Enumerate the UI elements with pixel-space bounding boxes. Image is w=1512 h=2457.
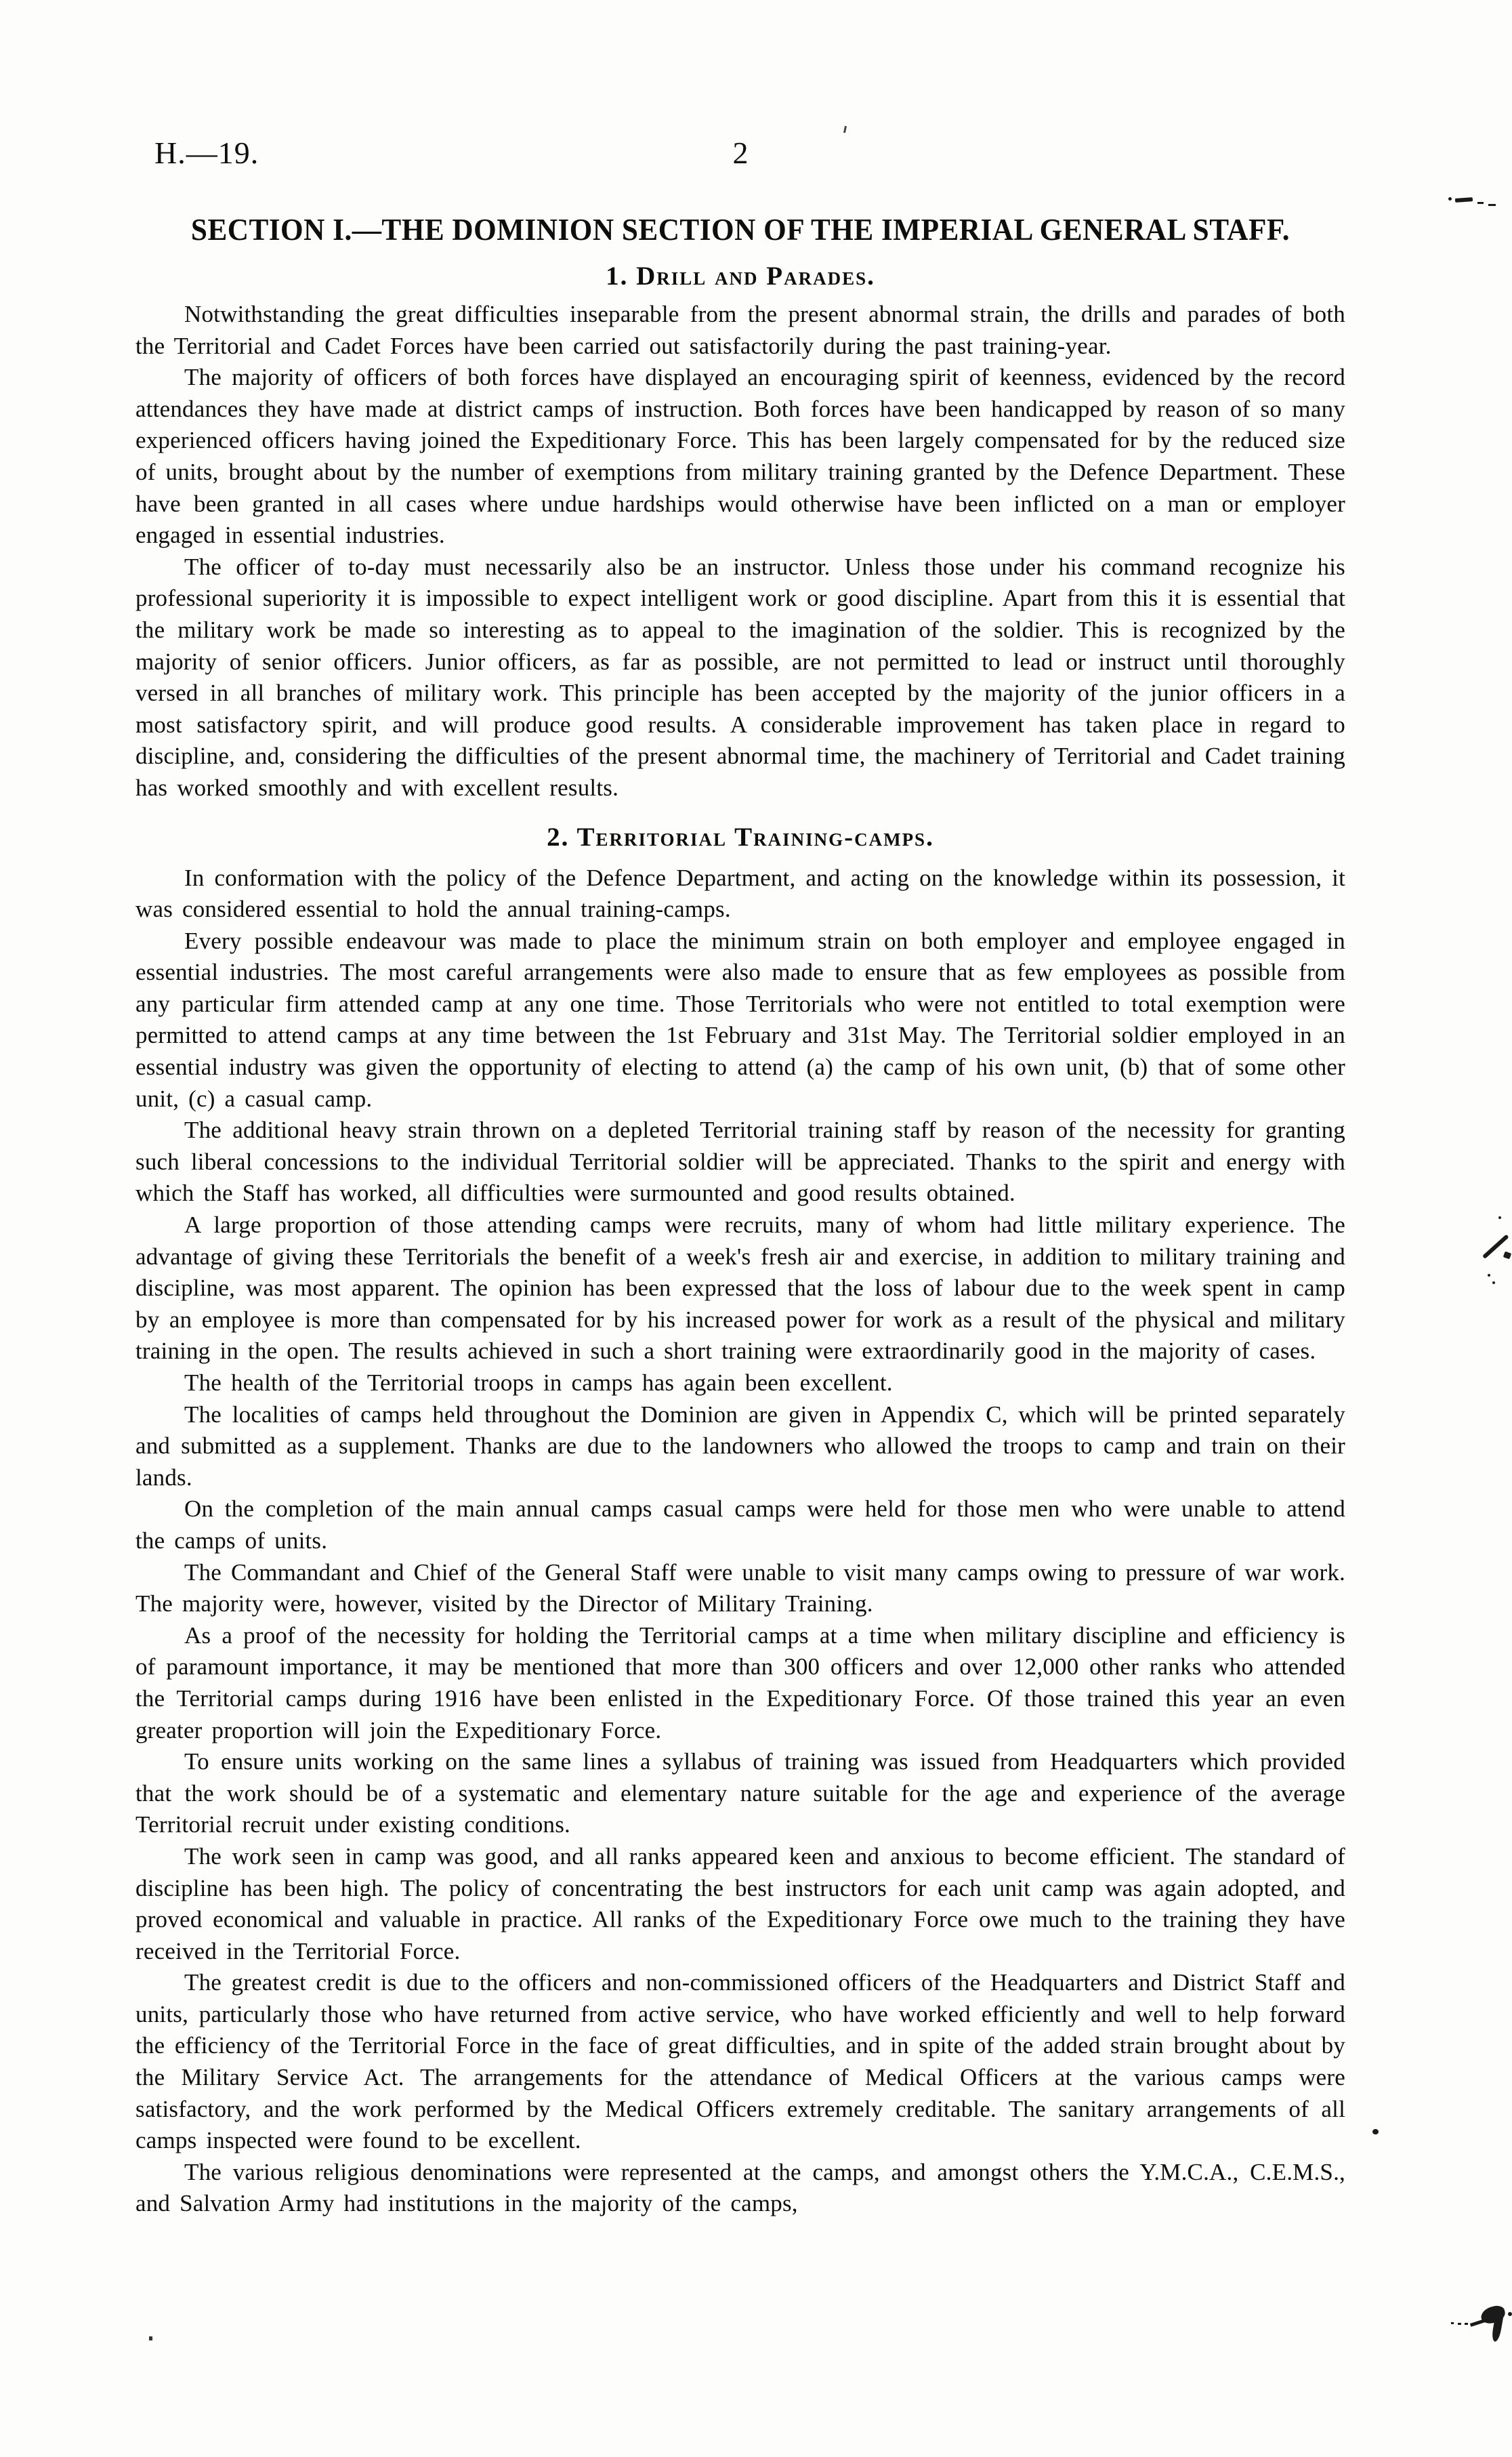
ink-smudge-bottom-right-mark — [1465, 2323, 1468, 2325]
ink-smudge-bottom-right-mark — [1508, 2312, 1512, 2316]
paragraph: The localities of camps held throughout the Dominion are given in Appendix C, which will be printed separately and submitted as a supplement. Thanks are due to the landowners who allowed the troops to camp and train on their lands. — [135, 1401, 1345, 1491]
section-heading-territorial-training-camps: 2. Territorial Training-camps. — [547, 822, 934, 852]
pen-dash-top-right-mark — [1448, 197, 1452, 201]
paragraph: In conformation with the policy of the Defence Department, and acting on the knowledge within its possession, it was considered essential to hold the annual training-camps. — [135, 864, 1345, 923]
page-number: 2 — [732, 136, 749, 170]
page-title: SECTION I.—THE DOMINION SECTION OF THE IMPERIAL GENERAL STAFF. — [190, 212, 1290, 247]
paragraph: Every possible endeavour was made to place the minimum strain on both employer and employee engaged in essential industries. The most careful arrangements were also made to ensure that as few employees as possible from any particular firm attended camp at any one time. Those Territorials who were not entitled to total exemption were permitted to attend camps at any time between the 1st February and 31st May. The Territorial soldier employed in an essential industry was given the opportunity of electing to attend (a) the camp of his own unit, (b) that of some other unit, (c) a casual camp. — [135, 927, 1345, 1112]
report-code: H.—19. — [154, 136, 259, 170]
ink-smudge-bottom-right-mark — [1451, 2322, 1454, 2324]
pen-dash-top-right-mark — [1488, 204, 1496, 206]
paragraph: The additional heavy strain thrown on a depleted Territorial training staff by reason of the necessity for granting such liberal concessions to the individual Territorial soldier will be appreciated. Thanks to the spirit and energy with which the Staff has worked, all difficulties were surmounted and good results obtained. — [135, 1117, 1345, 1207]
section-drill-and-parades — [135, 299, 1345, 804]
pen-dash-top-right-mark — [1477, 202, 1484, 204]
text-block — [135, 132, 1345, 2220]
paragraph: The greatest credit is due to the officers and non-commissioned officers of the Headquarters and District Staff and units, particularly those who have returned from active service, who have worked efficiently and well to help forward the efficiency of the Territorial Force in the face of great difficulties, and in spite of the added strain brought about by the Military Service Act. The arrangements for the attendance of Medical Officers at the various camps were satisfactory, and the work performed by the Medical Officers extremely creditable. The sanitary arrangements of all camps inspected were found to be excellent. — [135, 1969, 1345, 2154]
ink-dot-right-margin-mark — [1372, 2129, 1379, 2134]
paragraph: A large proportion of those attending camps were recruits, many of whom had little military experience. The advantage of giving these Territorials the benefit of a week's fresh air and exercise, in addition to military training and discipline, was most apparent. The opinion has been expressed that the loss of labour due to the week spent in camp by an employee is more than compensated for by his increased power for work as a result of the physical and military training in the open. The results achieved in such a short training were extraordinarily good in the majority of cases. — [135, 1212, 1345, 1365]
ink-smudge-bottom-right-mark — [1458, 2323, 1461, 2325]
paragraph: The majority of officers of both forces have displayed an encouraging spirit of keenness, evidenced by the record attendances they have made at district camps of instruction. Both forces have been handicapped by reason of so many experienced officers having joined the Expeditionary Force. This has been largely compensated for by the reduced size of units, brought about by the number of exemptions from military training granted by the Defence Department. These have been granted in all cases where undue hardships would otherwise have been inflicted on a man or employer engaged in essential industries. — [135, 364, 1345, 549]
paragraph: Notwithstanding the great difficulties inseparable from the present abnormal strain, the drills and parades of both the Territorial and Cadet Forces have been carried out satisfactorily during the past training-year. — [135, 301, 1345, 359]
paragraph: The health of the Territorial troops in camps has again been excellent. — [184, 1369, 893, 1396]
pen-dash-top-right-mark — [1455, 197, 1473, 203]
paragraph: The officer of to-day must necessarily also be an instructor. Unless those under his command recognize his professional superiority it is impossible to expect intelligent work or good discipline. Apart from this it is essential that the military work be made so interesting as to appeal to the imagination of the soldier. This is recognized by the majority of senior officers. Junior officers, as far as possible, are not permitted to lead or instruct until thoroughly versed in all branches of military work. This principle has been accepted by the majority of the junior officers in a most satisfactory spirit, and will produce good results. A considerable improvement has taken place in regard to discipline, and, considering the difficulties of the present abnormal time, the machinery of Territorial and Cadet training has worked smoothly and with excellent results. — [135, 553, 1345, 801]
paragraph: The work seen in camp was good, and all ranks appeared keen and anxious to become efficient. The standard of discipline has been high. The policy of concentrating the best instructors for each unit camp was again adopted, and proved economical and valuable in practice. All ranks of the Expeditionary Force owe much to the training they have received in the Territorial Force. — [135, 1842, 1345, 1964]
pen-slash-right-margin-mark — [1492, 1281, 1495, 1284]
pen-slash-right-margin-mark — [1503, 1252, 1511, 1260]
pen-slash-right-margin-mark — [1488, 1274, 1490, 1277]
section-territorial-training-camps — [135, 863, 1345, 2221]
section-heading-drill-and-parades: 1. Drill and Parades. — [606, 262, 875, 291]
pen-slash-right-margin-mark — [1498, 1216, 1501, 1219]
paragraph: The Commandant and Chief of the General Staff were unable to visit many camps owing to pressure of war work. The majority were, however, visited by the Director of Military Training. — [135, 1558, 1345, 1617]
speck-bottom-left-mark — [149, 2336, 152, 2340]
running-head — [135, 132, 1345, 180]
paragraph: As a proof of the necessity for holding the Territorial camps at a time when military discipline and efficiency is of paramount importance, it may be mentioned that more than 300 officers and over 12,000 other ranks who attended the Territorial camps during 1916 have been enlisted in the Expeditionary Force. Of those trained this year an even greater proportion will join the Expeditionary Force. — [135, 1622, 1345, 1743]
paragraph: On the completion of the main annual camps casual camps were held for those men who were unable to attend the camps of units. — [135, 1495, 1345, 1554]
paragraph: The various religious denominations were represented at the camps, and amongst others the Y.M.C.A., C.E.M.S., and Salvation Army had institutions in the majority of the camps, — [135, 2158, 1345, 2217]
paragraph: To ensure units working on the same lines a syllabus of training was issued from Headquarters which provided that the work should be of a systematic and elementary nature suitable for the age and experience of the average Territorial recruit under existing conditions. — [135, 1748, 1345, 1838]
